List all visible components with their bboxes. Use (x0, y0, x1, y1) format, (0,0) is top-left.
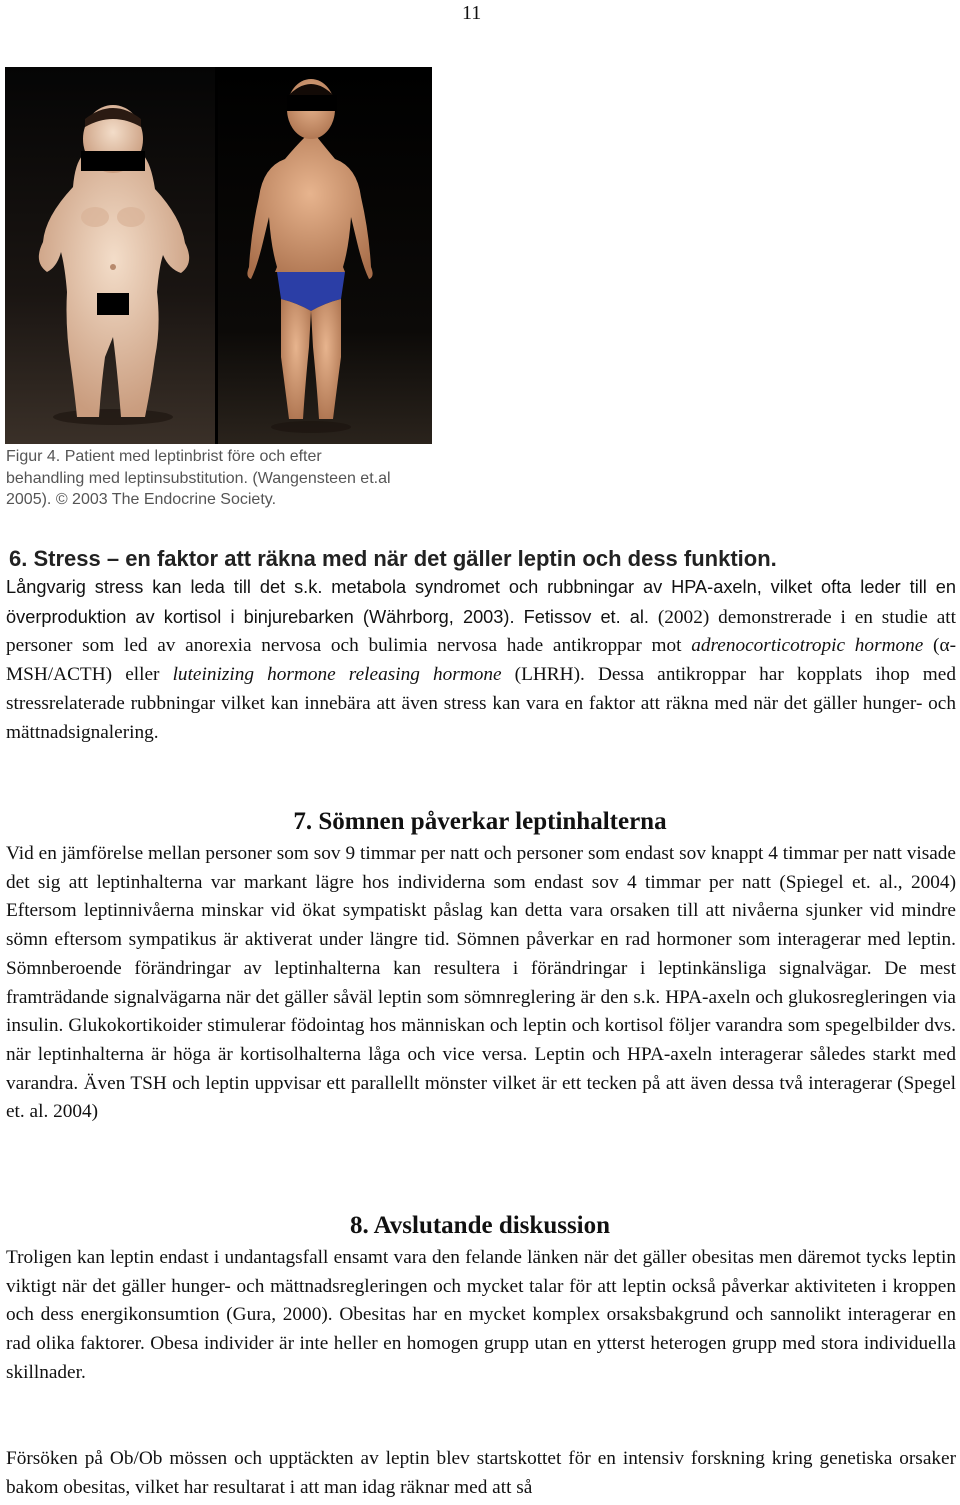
section-6-text-b: (α-MSH/ACTH) eller (6, 635, 957, 686)
patient-photo-figure (5, 67, 432, 444)
section-8-paragraph: Troligen kan leptin endast i undantagsfall ensamt vara den felande länken när det gäller obesitas men däremot tycks leptin viktigt när det gäller hunger- och mättnadsregleringen och mycket talar för att leptin också påverkar aktiviteten i kroppen och dess energikonsumtion (Gura, 2000). Obesitas har en mycket komplex orsaksbakgrund och sannolikt interagerar en rad olika faktorer. Obesa individer är inte heller en homogen grupp utan en ytterst heterogen grupp med stora individuella skillnader. (6, 1247, 956, 1383)
section-7-paragraph: Vid en jämförelse mellan personer som sov 9 timmar per natt och personer som endast sov knappt 4 timmar per natt visade det sig att leptinhalterna var markant lägre hos individerna som endast sov 4 timmar per natt (Spiegel et. al., 2004) Eftersom leptinnivåerna minskar vid ökat sympatiskt påslag kan detta vara orsaken till att nivåerna sjunker vid mindre sömn eftersom sympatikus är aktiverat under längre tid. Sömnen påverkar en rad hormoner som interagerar med leptin. Sömnberoende förändringar av leptinhalterna kan resultera i förändringar i leptinkänsliga signalvägar. De mest framträdande signalvägarna när det gäller såväl leptin som sömnreglering är den s.k. HPA-axeln och glukosregleringen via insulin. Glukokortikoider stimulerar födointag hos människan och leptin och kortisol följer varandra som spegelbilder dvs. när leptinhalterna är höga är kortisolhalterna låga och vice versa. Leptin och HPA-axeln interagerar således starkt med varandra. Även TSH och leptin uppvisar ett parallellt mönster vilket är ett tecken på att även dessa två interagerar (Spegel et. al. 2004) (6, 843, 956, 1123)
section-6-heading: 6. Stress – en faktor att räkna med när det gäller leptin och dess funktion. (9, 546, 777, 571)
figure-caption (6, 446, 476, 511)
section-6-text-sans: Långvarig stress kan leda till det s.k. metabola syndromet och rubbningar av HPA-axeln, vilket ofta leder till en överproduktion av kortisol i binjurebarken (Währborg, 2003). Fetissov et. al. (6, 577, 956, 627)
eye-bar (287, 95, 337, 111)
section-6-term-lhrh: luteinizing hormone releasing hormone (172, 664, 502, 686)
section-8-heading: 8. Avslutande diskussion (349, 1212, 611, 1239)
page-number: 11 (462, 2, 482, 24)
caption-line: behandling med leptinsubstitution. (Wangensteen et.al (6, 469, 391, 487)
section-7-heading: 7. Sömnen påverkar leptinhalterna (293, 808, 667, 835)
eye-bar (81, 151, 145, 171)
section-8-paragraph-2: Försöken på Ob/Ob mössen och upptäckten av leptin blev startskottet för en intensiv forskning kring genetiska orsaker bakom obesitas, vilket har resultarat i att man idag räknar med att så (6, 1448, 956, 1498)
section-6-paragraph (6, 573, 956, 747)
section-6-term-acth: adrenocorticotropic hormone (691, 635, 924, 657)
caption-line: Figur 4. Patient med leptinbrist före och efter (6, 448, 322, 465)
patient-photo (5, 67, 432, 444)
section-6-text-a: (2002) demonstrerade i en studie att personer som led av anorexia nervosa och bulimia nervosa hade antikroppar mot (6, 606, 956, 657)
censor-box (97, 293, 129, 315)
caption-line: 2005). © 2003 The Endocrine Society. (6, 491, 277, 508)
section-6-text-c: (LHRH). Dessa antikroppar har kopplats ihop med stressrelaterade rubbningar vilket kan innebära att även stress kan vara en faktor att räkna med när det gäller hunger- och mättnadsignalering. (6, 664, 956, 743)
